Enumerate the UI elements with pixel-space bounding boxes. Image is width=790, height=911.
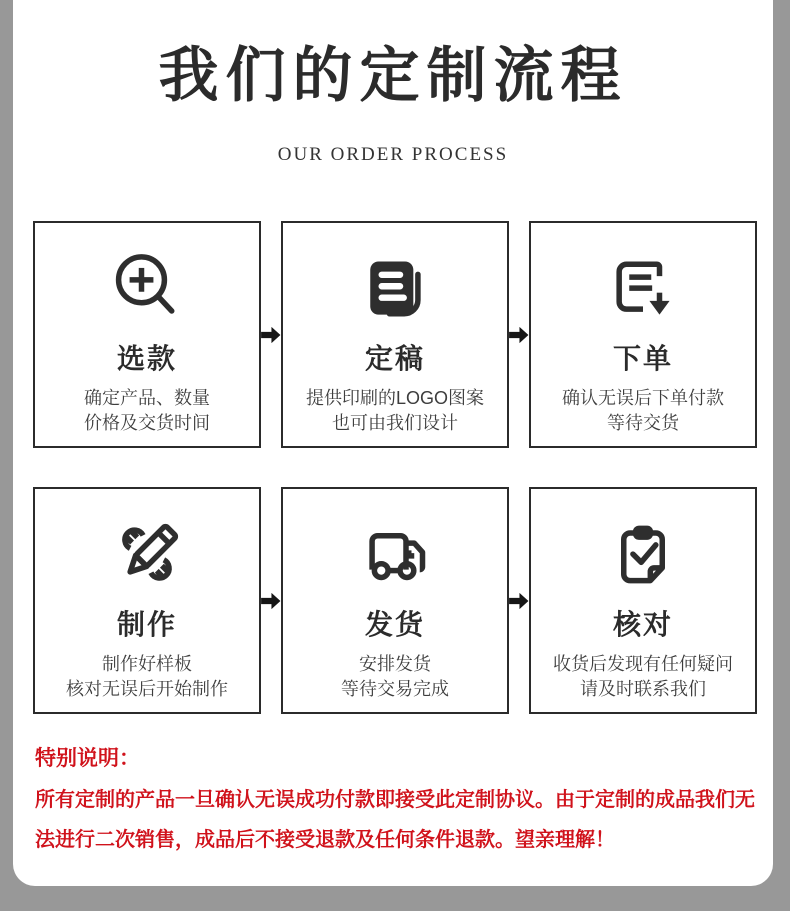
- process-steps: [33, 221, 757, 714]
- step-desc-line2: 核对无误后开始制作: [66, 679, 228, 699]
- step-box-verify: [529, 487, 757, 714]
- step-desc-line1: 确定产品、数量: [84, 388, 210, 408]
- step-desc-line2: 价格及交货时间: [84, 413, 210, 433]
- step-desc-line1: 提供印刷的LOGO图案: [305, 388, 484, 408]
- step-box-produce: [33, 487, 261, 714]
- step-description: [35, 386, 259, 436]
- step-box-finalize: [281, 221, 509, 448]
- magnifier-plus-icon: [35, 243, 259, 335]
- arrow-right-icon: [261, 326, 281, 344]
- step-desc-line2: 也可由我们设计: [332, 413, 458, 433]
- step-box-order: [529, 221, 757, 448]
- page-subtitle: OUR ORDER PROCESS: [277, 144, 509, 165]
- step-name: 选款: [116, 343, 177, 374]
- order-download-icon: [531, 243, 755, 335]
- step-name: 发货: [364, 609, 425, 640]
- truck-icon: [283, 509, 507, 601]
- newspaper-icon: [283, 243, 507, 335]
- step-description: [283, 652, 507, 702]
- arrow-right-icon: [509, 326, 529, 344]
- step-description: [531, 652, 755, 702]
- step-desc-line1: 收货后发现有任何疑问: [553, 654, 733, 674]
- arrow-right-icon: [509, 592, 529, 610]
- arrow-right-icon: [261, 592, 281, 610]
- note-title: 特别说明：: [35, 747, 140, 770]
- step-name: 定稿: [364, 343, 425, 374]
- step-desc-line2: 等待交货: [607, 413, 679, 433]
- step-name: 下单: [612, 343, 673, 374]
- step-desc-line2: 等待交易完成: [341, 679, 449, 699]
- step-description: [531, 386, 755, 436]
- note-body: 所有定制的产品一旦确认无误成功付款即接受此定制协议。由于定制的成品我们无法进行二次销售，成品后不接受退款及任何条件退款。望亲理解！: [35, 789, 755, 851]
- special-note: [35, 744, 755, 860]
- step-description: [35, 652, 259, 702]
- step-desc-line1: 制作好样板: [102, 654, 192, 674]
- page-title: 我们的定制流程: [158, 42, 628, 109]
- clipboard-check-icon: [531, 509, 755, 601]
- pencil-screw-icon: [35, 509, 259, 601]
- step-desc-line1: 确认无误后下单付款: [562, 388, 724, 408]
- step-name: 核对: [612, 609, 673, 640]
- step-box-ship: [281, 487, 509, 714]
- steps-row-1: [33, 221, 757, 448]
- step-desc-line2: 请及时联系我们: [580, 679, 706, 699]
- step-desc-line1: 安排发货: [359, 654, 431, 674]
- order-process-card: [13, 0, 773, 886]
- step-name: 制作: [116, 609, 177, 640]
- step-box-select: [33, 221, 261, 448]
- steps-row-2: [33, 487, 757, 714]
- step-description: [283, 386, 507, 436]
